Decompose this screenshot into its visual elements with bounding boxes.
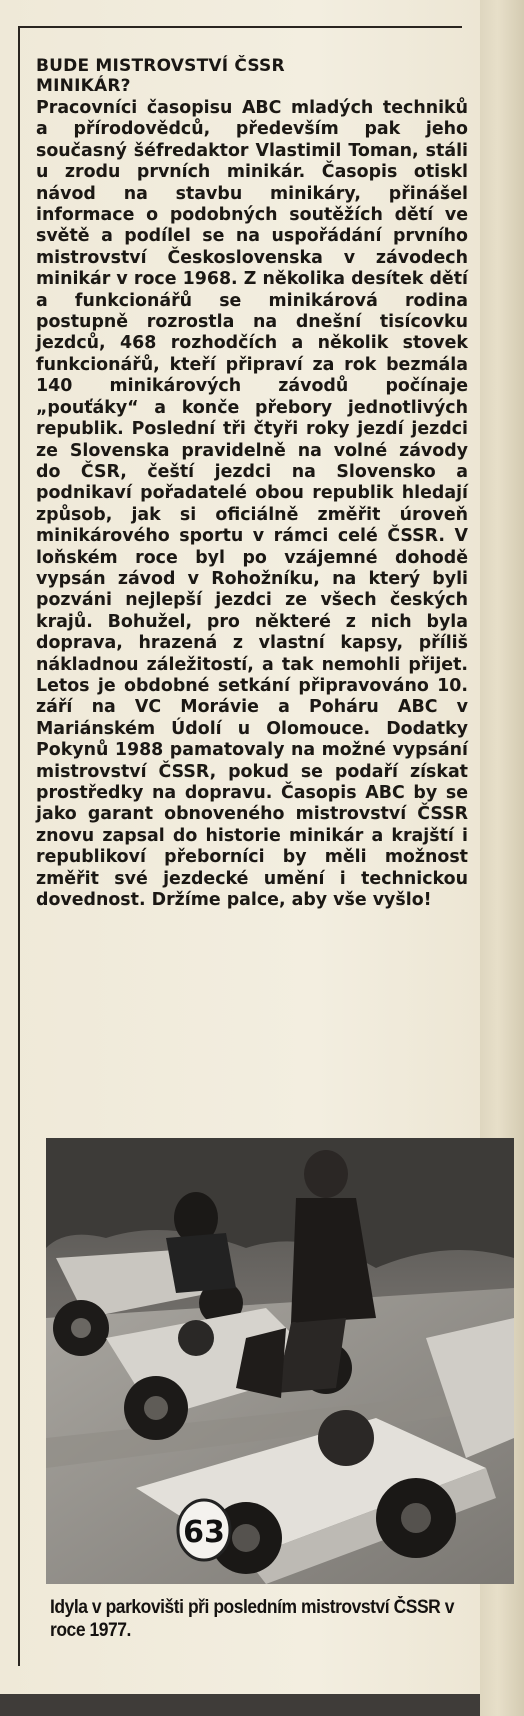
kart-number: 63 — [183, 1515, 225, 1550]
article — [36, 56, 468, 911]
frame-top-rule — [18, 26, 462, 28]
article-headline: BUDE MISTROVSTVÍ ČSSR MINIKÁR? — [36, 56, 285, 96]
article-body: Pracovníci časopisu ABC mladých techniků a přírodovědců, především pak jeho současný šéfredaktor Vlastimil Toman, stáli u zrodu prvních minikár. Časopis otiskl návod na stavbu minikáry, přinášel informace o podobných soutěžích dětí ve světě a podílel se na uspořádání prvního mistrovství Československa v závodech minikár v roce 1968. Z několika desítek dětí a funkcionářů se minikárová rodina postupně rozrostla na dnešní tisícovku jezdců, 468 rozhodčích a několik stovek funkcionářů, kteří připraví za rok bezmála 140 minikárových závodů počínaje „pouťáky“ a konče přebory jednotlivých republik. Poslední tři čtyři roky jezdí jezdci ze Slovenska pravidelně na volné závody do ČSR, čeští jezdci na Slovensko a podnikaví pořadatelé obou republik hledají způsob, jak si oficiálně změřit úroveň minikárového sportu v rámci celé ČSSR. V loňském roce byl po vzájemné dohodě vypsán závod v Rohožníku, na který byli pozváni nejlepší jezdci ze všech českých krajů. Bohužel, pro některé z nich byla doprava, hrazená z vlastní kapsy, příliš nákladnou záležitostí, a tak nemohli přijet. Letos je obdobné setkání připravováno 10. září na VC Morávie a Poháru ABC v Mariánském Údolí u Olomouce. Dodatky Pokynů 1988 pamatovaly na možné vypsání mistrovství ČSSR, pokud se podaří získat prostředky na dopravu. Časopis ABC by se jako garant obnoveného mistrovství ČSSR znovu zapsal do historie minikár a krajští i republikoví přeborníci by měli možnost změřit své jezdecké umění i technickou dovednost. Držíme palce, aby vše vyšlo! — [36, 98, 468, 911]
kart-number-plate — [178, 1500, 230, 1560]
bottom-band — [0, 1694, 480, 1716]
kart-photo — [46, 1138, 514, 1584]
frame-left-rule — [18, 26, 20, 1666]
photo-caption: Idyla v parkovišti při posledním mistrovství ČSSR v roce 1977. — [50, 1597, 454, 1641]
